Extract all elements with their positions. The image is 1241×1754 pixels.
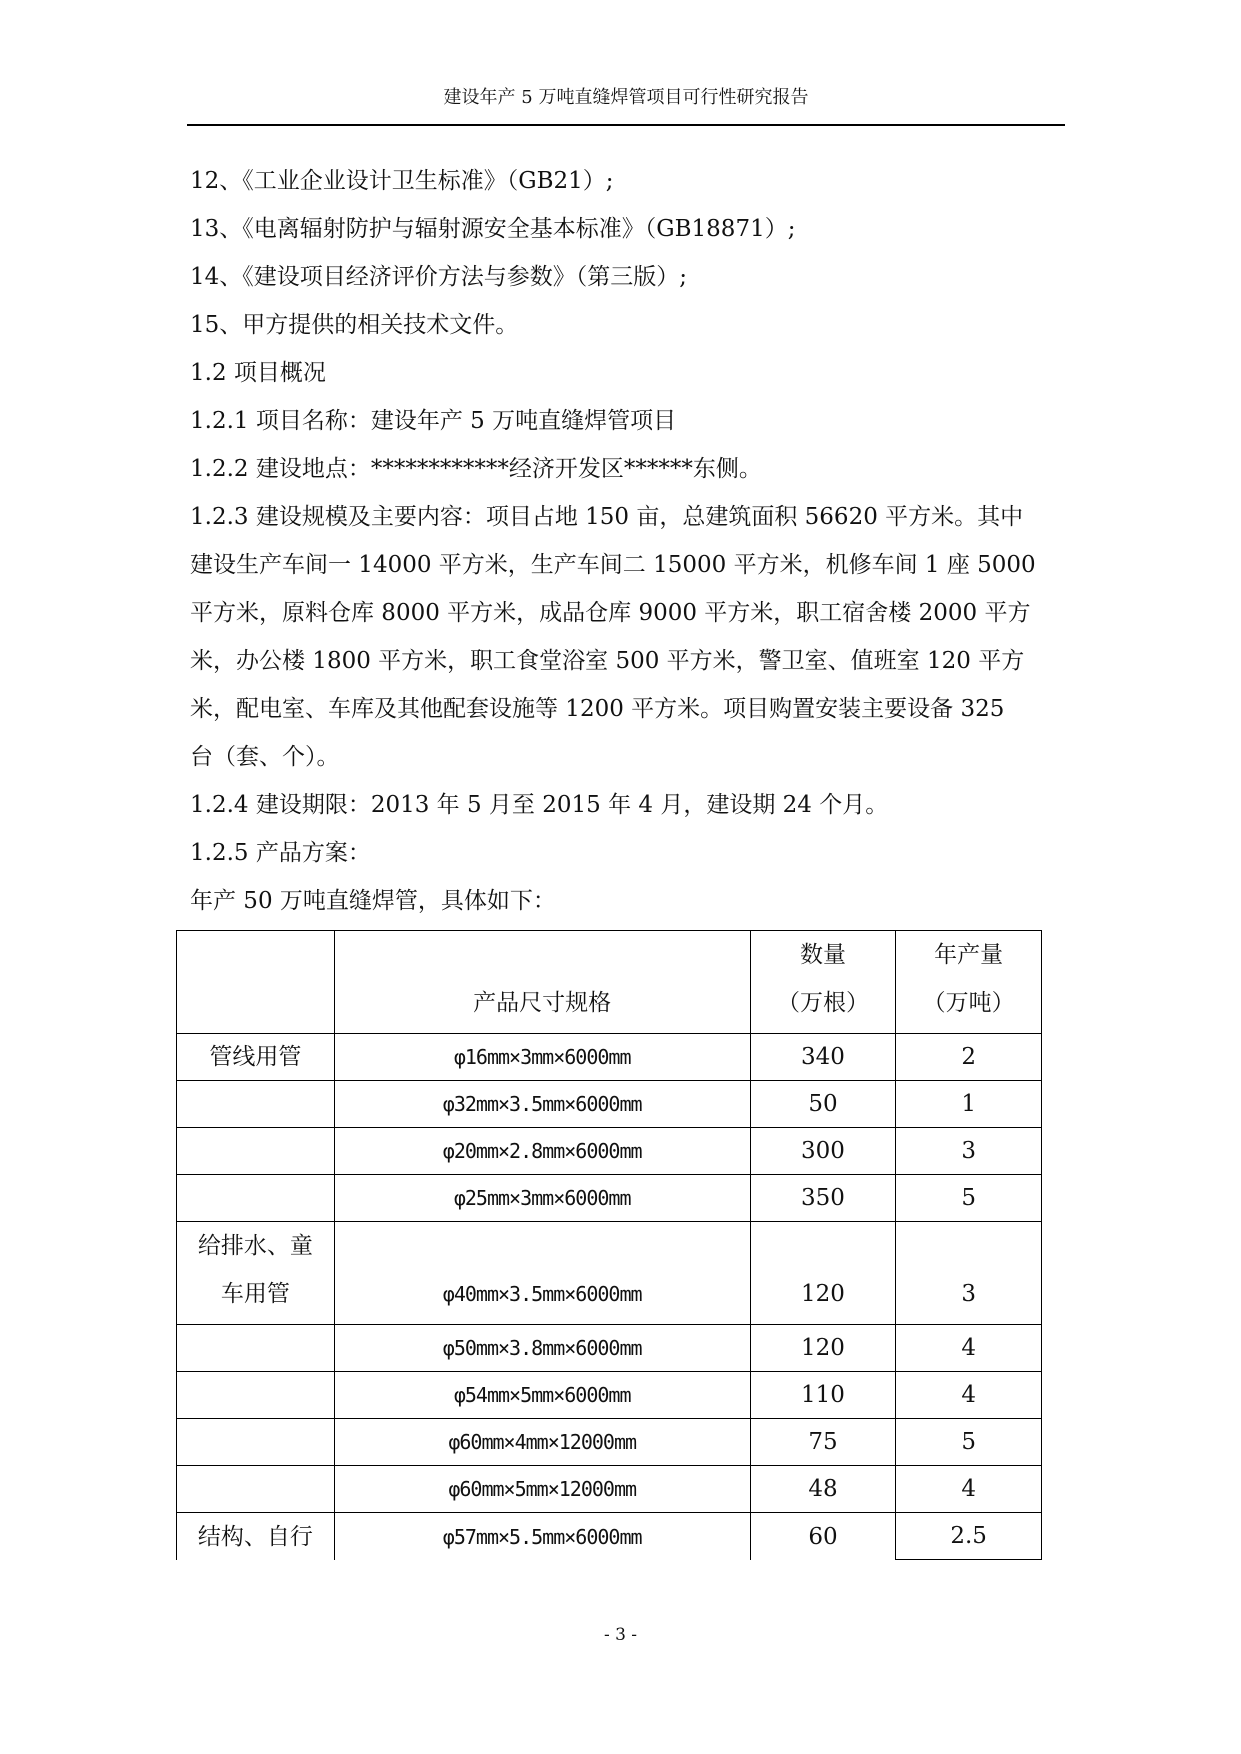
category-line-2: 车用管 [220, 1281, 290, 1307]
reference-12: 12、《工业企业设计卫生标准》（GB21）; [190, 168, 614, 194]
qty-cell: 350 [750, 1175, 896, 1222]
category-cell: 结构、自行 [177, 1513, 335, 1560]
spec-cell: φ16mm×3mm×6000mm [334, 1034, 750, 1081]
qty-cell: 110 [750, 1372, 896, 1419]
header-category-cell [177, 931, 335, 1034]
table-row [177, 1034, 1042, 1081]
table-row [177, 1419, 1042, 1466]
reference-14: 14、《建设项目经济评价方法与参数》（第三版）; [190, 264, 688, 290]
header-output [896, 931, 1042, 1034]
reference-15: 15、甲方提供的相关技术文件。 [190, 312, 519, 338]
table-row [177, 1128, 1042, 1175]
output-cell: 4 [896, 1466, 1042, 1513]
spec-cell: φ54mm×5mm×6000mm [334, 1372, 750, 1419]
spec-cell: φ60mm×5mm×12000mm [334, 1466, 750, 1513]
section-heading-1-2: 1.2 项目概况 [190, 360, 326, 386]
output-cell: 2.5 [896, 1513, 1042, 1560]
output-cell: 2 [896, 1034, 1042, 1081]
spec-cell: φ25mm×3mm×6000mm [334, 1175, 750, 1222]
scale-line-4: 米，办公楼 1800 平方米，职工食堂浴室 500 平方米，警卫室、值班室 120 平方 [190, 648, 1025, 674]
qty-cell: 340 [750, 1034, 896, 1081]
output-cell: 1 [896, 1081, 1042, 1128]
spec-cell: φ40mm×3.5mm×6000mm [334, 1222, 750, 1325]
header-rule [187, 124, 1065, 126]
table-row [177, 1081, 1042, 1128]
scale-line-5: 米，配电室、车库及其他配套设施等 1200 平方米。项目购置安装主要设备 325 [190, 696, 1005, 722]
output-cell: 4 [896, 1325, 1042, 1372]
table-row [177, 1175, 1042, 1222]
category-cell [177, 1175, 335, 1222]
scale-line-6: 台（套、个）。 [190, 744, 340, 770]
header-output-label: 年产量 [934, 942, 1004, 968]
category-cell [177, 1372, 335, 1419]
qty-cell: 120 [750, 1325, 896, 1372]
spec-cell: φ20mm×2.8mm×6000mm [334, 1128, 750, 1175]
output-cell: 3 [896, 1128, 1042, 1175]
product-plan-intro: 年产 50 万吨直缝焊管，具体如下： [190, 888, 556, 914]
category-cell [177, 1081, 335, 1128]
category-cell: 管线用管 [177, 1034, 335, 1081]
table-row [177, 1513, 1042, 1560]
project-location: 1.2.2 建设地点：************经济开发区******东侧。 [190, 456, 762, 482]
table-header-row [177, 931, 1042, 1034]
product-plan-heading: 1.2.5 产品方案： [190, 840, 371, 866]
page-number: - 3 - [603, 1625, 638, 1645]
output-cell: 5 [896, 1175, 1042, 1222]
reference-13: 13、《电离辐射防护与辐射源安全基本标准》（GB18871）; [190, 216, 796, 242]
spec-cell: φ60mm×4mm×12000mm [334, 1419, 750, 1466]
output-cell: 3 [896, 1222, 1042, 1325]
category-cell [177, 1466, 335, 1513]
table-row [177, 1466, 1042, 1513]
spec-cell: φ32mm×3.5mm×6000mm [334, 1081, 750, 1128]
table-row [177, 1372, 1042, 1419]
header-output-unit: （万吨） [922, 990, 1015, 1016]
category-cell [177, 1419, 335, 1466]
running-header: 建设年产 5 万吨直缝焊管项目可行性研究报告 [443, 87, 809, 108]
spec-cell: φ57mm×5.5mm×6000mm [334, 1513, 750, 1560]
scale-line-1: 1.2.3 建设规模及主要内容：项目占地 150 亩，总建筑面积 56620 平方米。其中 [190, 504, 1024, 530]
qty-cell: 120 [750, 1222, 896, 1325]
project-name: 1.2.1 项目名称：建设年产 5 万吨直缝焊管项目 [190, 408, 677, 434]
qty-cell: 60 [750, 1513, 896, 1560]
qty-cell: 75 [750, 1419, 896, 1466]
category-cell [177, 1128, 335, 1175]
qty-cell: 48 [750, 1466, 896, 1513]
category-cell [177, 1325, 335, 1372]
output-cell: 4 [896, 1372, 1042, 1419]
qty-cell: 50 [750, 1081, 896, 1128]
table-row [177, 1325, 1042, 1372]
output-cell: 5 [896, 1419, 1042, 1466]
category-line-1: 给排水、童 [197, 1233, 313, 1259]
header-qty-label: 数量 [799, 942, 846, 968]
header-qty-unit: （万根） [776, 990, 869, 1016]
construction-period: 1.2.4 建设期限：2013 年 5 月至 2015 年 4 月，建设期 24 个月。 [190, 792, 889, 818]
qty-cell: 300 [750, 1128, 896, 1175]
category-cell [177, 1222, 335, 1325]
scale-line-3: 平方米，原料仓库 8000 平方米，成品仓库 9000 平方米，职工宿舍楼 2000 平方 [190, 600, 1031, 626]
table-row [177, 1222, 1042, 1325]
product-table [176, 930, 1042, 1560]
spec-cell: φ50mm×3.8mm×6000mm [334, 1325, 750, 1372]
scale-line-2: 建设生产车间一 14000 平方米，生产车间二 15000 平方米，机修车间 1 座 5000 [190, 552, 1036, 578]
header-qty [750, 931, 896, 1034]
header-spec: 产品尺寸规格 [334, 931, 750, 1034]
document-body [190, 157, 1060, 925]
